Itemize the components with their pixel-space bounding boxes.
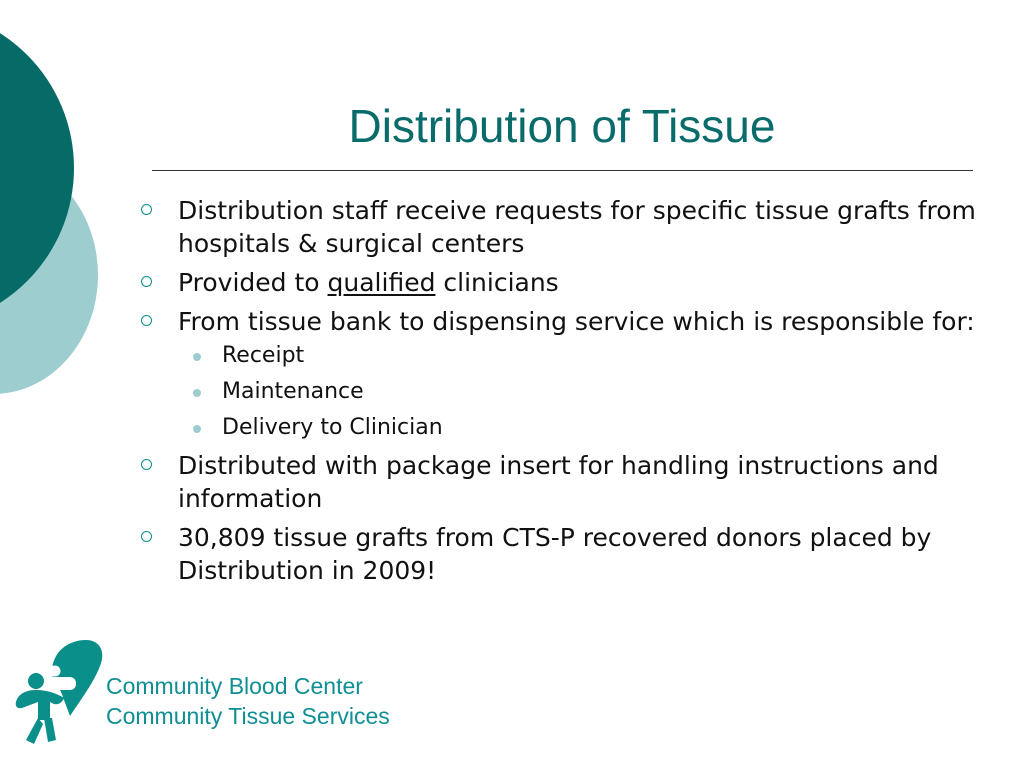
bullet-item bbox=[136, 449, 976, 515]
title-divider bbox=[152, 170, 973, 171]
bullet-text-after: clinicians bbox=[435, 268, 559, 297]
sub-bullet-text: Maintenance bbox=[222, 379, 364, 404]
hollow-circle-bullet-icon bbox=[141, 276, 152, 287]
org-line-tissue-services: Community Tissue Services bbox=[106, 703, 390, 729]
hollow-circle-bullet-icon bbox=[141, 459, 152, 470]
bullet-item bbox=[136, 521, 976, 587]
filled-dot-bullet-icon bbox=[193, 425, 201, 433]
hollow-circle-bullet-icon bbox=[141, 315, 152, 326]
bullet-text-before: Provided to bbox=[178, 268, 328, 297]
bullet-item bbox=[136, 266, 976, 299]
filled-dot-bullet-icon bbox=[193, 353, 201, 361]
sub-bullet-item bbox=[136, 413, 976, 443]
sub-bullet-text: Delivery to Clinician bbox=[222, 415, 443, 440]
bullet-text: Distribution staff receive requests for specific tissue grafts from hospitals & surgical centers bbox=[178, 196, 976, 258]
hollow-circle-bullet-icon bbox=[141, 204, 152, 215]
bullet-underlined-word: qualified bbox=[327, 268, 436, 297]
hollow-circle-bullet-icon bbox=[141, 531, 152, 542]
org-line-blood-center: Community Blood Center bbox=[106, 673, 363, 699]
sub-bullet-item bbox=[136, 377, 976, 407]
sub-bullet-text: Receipt bbox=[222, 343, 305, 368]
bullet-item bbox=[136, 194, 976, 260]
bullet-list bbox=[136, 194, 976, 593]
filled-dot-bullet-icon bbox=[193, 389, 201, 397]
bullet-item bbox=[136, 305, 976, 338]
slide-title: Distribution of Tissue bbox=[348, 100, 776, 152]
bullet-text: Distributed with package insert for handling instructions and information bbox=[178, 451, 939, 513]
organization-name bbox=[106, 671, 390, 731]
bullet-text: From tissue bank to dispensing service which is responsible for: bbox=[178, 307, 975, 336]
sub-bullet-list bbox=[136, 341, 976, 443]
sub-bullet-item bbox=[136, 341, 976, 371]
people-figures-logo-icon bbox=[8, 636, 108, 748]
bullet-text: 30,809 tissue grafts from CTS-P recovered donors placed by Distribution in 2009! bbox=[178, 523, 932, 585]
